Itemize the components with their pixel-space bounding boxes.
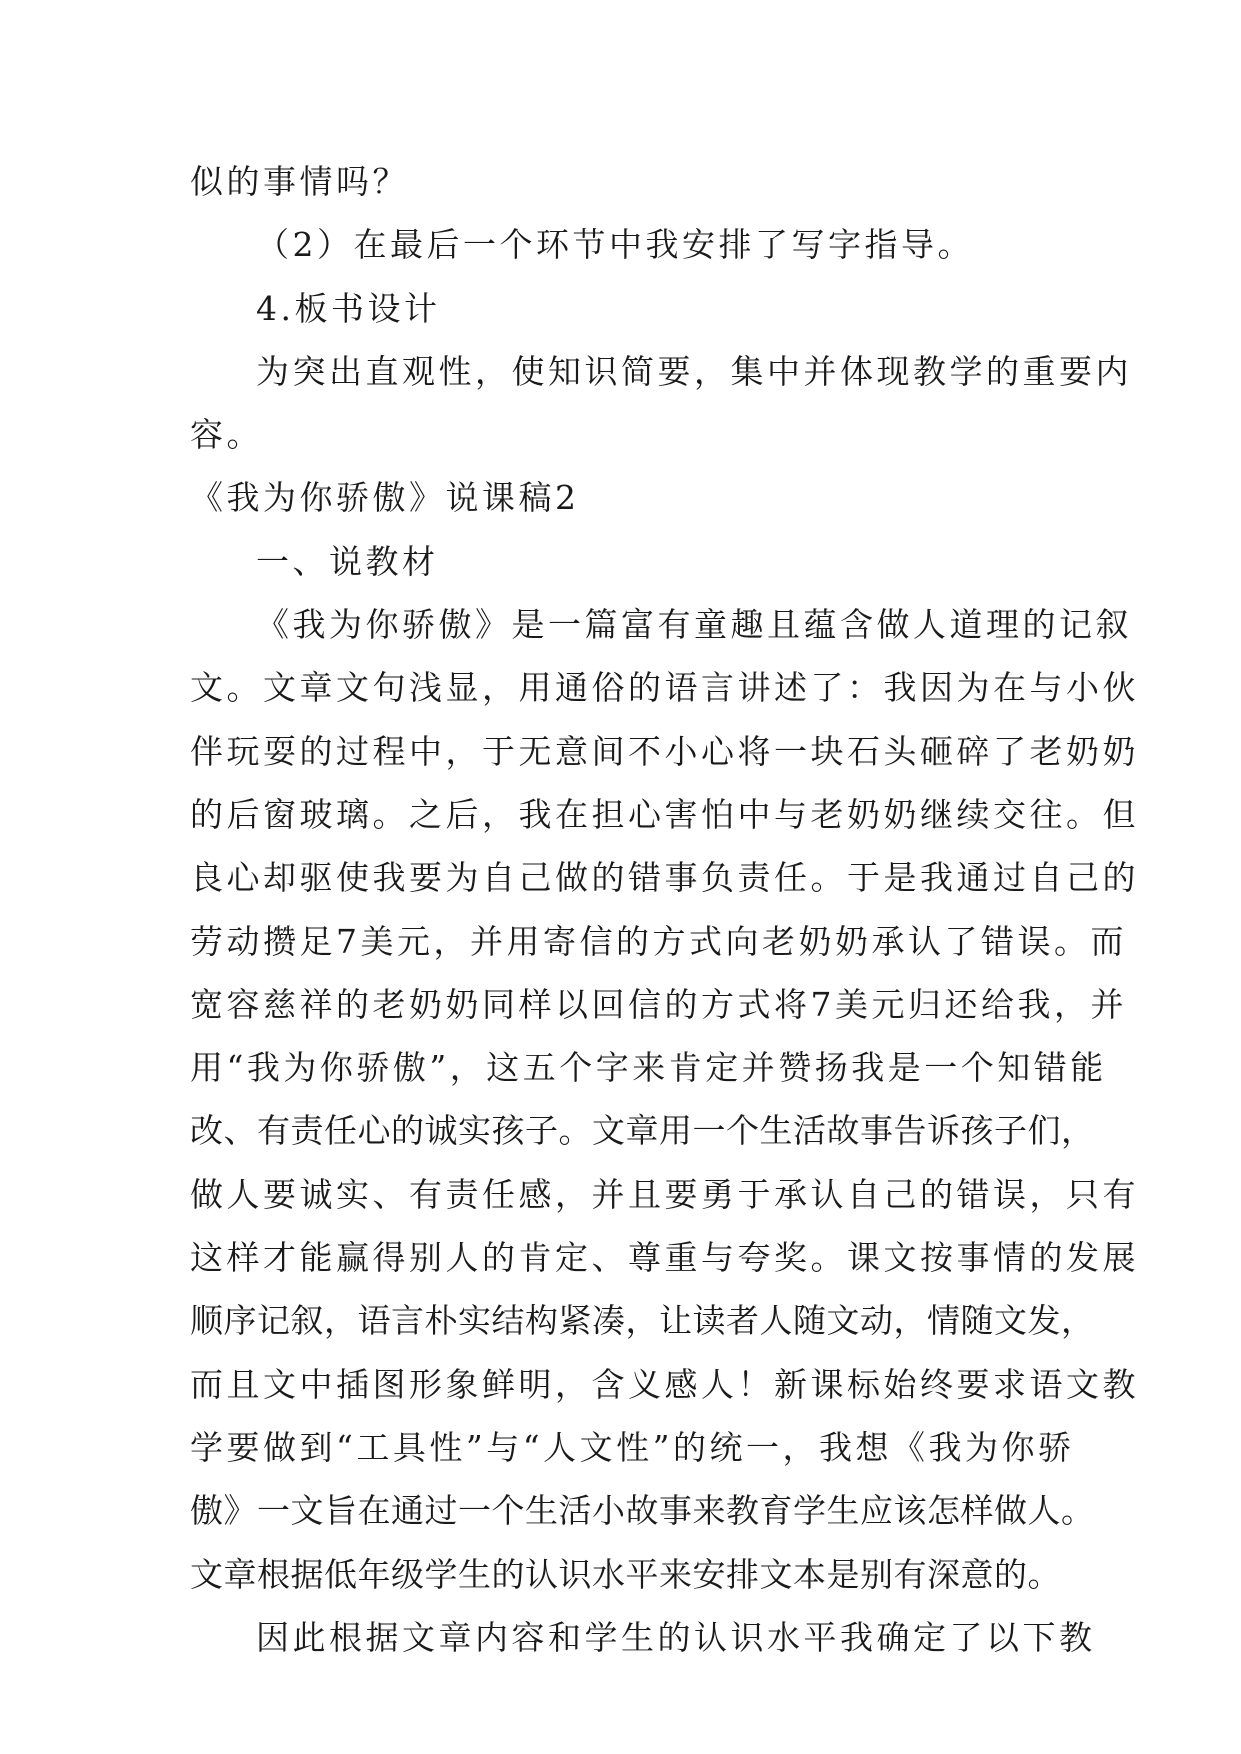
paragraph-line: 宽容慈祥的老奶奶同样以回信的方式将7美元归还给我，并 [190, 984, 1127, 1024]
paragraph-line: 劳动攒足7美元，并用寄信的方式向老奶奶承认了错误。而 [190, 921, 1127, 961]
paragraph-line: 而且文中插图形象鲜明，含义感人！新课标始终要求语文教 [190, 1364, 1139, 1404]
paragraph-line: 文。文章文句浅显，用通俗的语言讲述了：我因为在与小伙 [190, 668, 1139, 708]
paragraph-line: 顺序记叙，语言朴实结构紧凑，让读者人随文动，情随文发， [190, 1301, 1095, 1341]
paragraph-line: 做人要诚实、有责任感，并且要勇于承认自己的错误，只有 [190, 1174, 1139, 1214]
section-heading: 4.板书设计 [256, 288, 441, 328]
document-body [190, 150, 1139, 1669]
paragraph-line: 为突出直观性，使知识简要，集中并体现教学的重要内 [256, 351, 1132, 391]
paragraph-line: 良心却驱使我要为自己做的错事负责任。于是我通过自己的 [190, 858, 1139, 898]
section-heading: 一、说教材 [256, 541, 439, 581]
paragraph-line: 文章根据低年级学生的认识水平来安排文本是别有深意的。 [190, 1554, 1061, 1594]
paragraph-line: （2）在最后一个环节中我安排了写字指导。 [256, 225, 974, 265]
paragraph-line: 似的事情吗？ [190, 162, 409, 201]
paragraph-line: 的后窗玻璃。之后，我在担心害怕中与老奶奶继续交往。但 [190, 794, 1139, 834]
paragraph-line: 这样才能赢得别人的肯定、尊重与夸奖。课文按事情的发展 [190, 1238, 1139, 1278]
paragraph-line: 用“我为你骄傲”，这五个字来肯定并赞扬我是一个知错能 [190, 1048, 1107, 1088]
paragraph-line: 改、有责任心的诚实孩子。文章用一个生活故事告诉孩子们， [190, 1111, 1095, 1151]
paragraph-line: 伴玩耍的过程中，于无意间不小心将一块石头砸碎了老奶奶 [190, 731, 1139, 771]
document-title: 《我为你骄傲》说课稿2 [190, 478, 580, 518]
paragraph-line: 容。 [190, 415, 263, 455]
paragraph-line: 《我为你骄傲》是一篇富有童趣且蕴含做人道理的记叙 [256, 605, 1132, 645]
paragraph-line: 学要做到“工具性”与“人文性”的统一，我想《我为你骄 [190, 1427, 1075, 1467]
paragraph-line: 因此根据文章内容和学生的认识水平我确定了以下教 [256, 1617, 1096, 1657]
paragraph-line: 傲》一文旨在通过一个生活小故事来教育学生应该怎样做人。 [190, 1491, 1095, 1531]
